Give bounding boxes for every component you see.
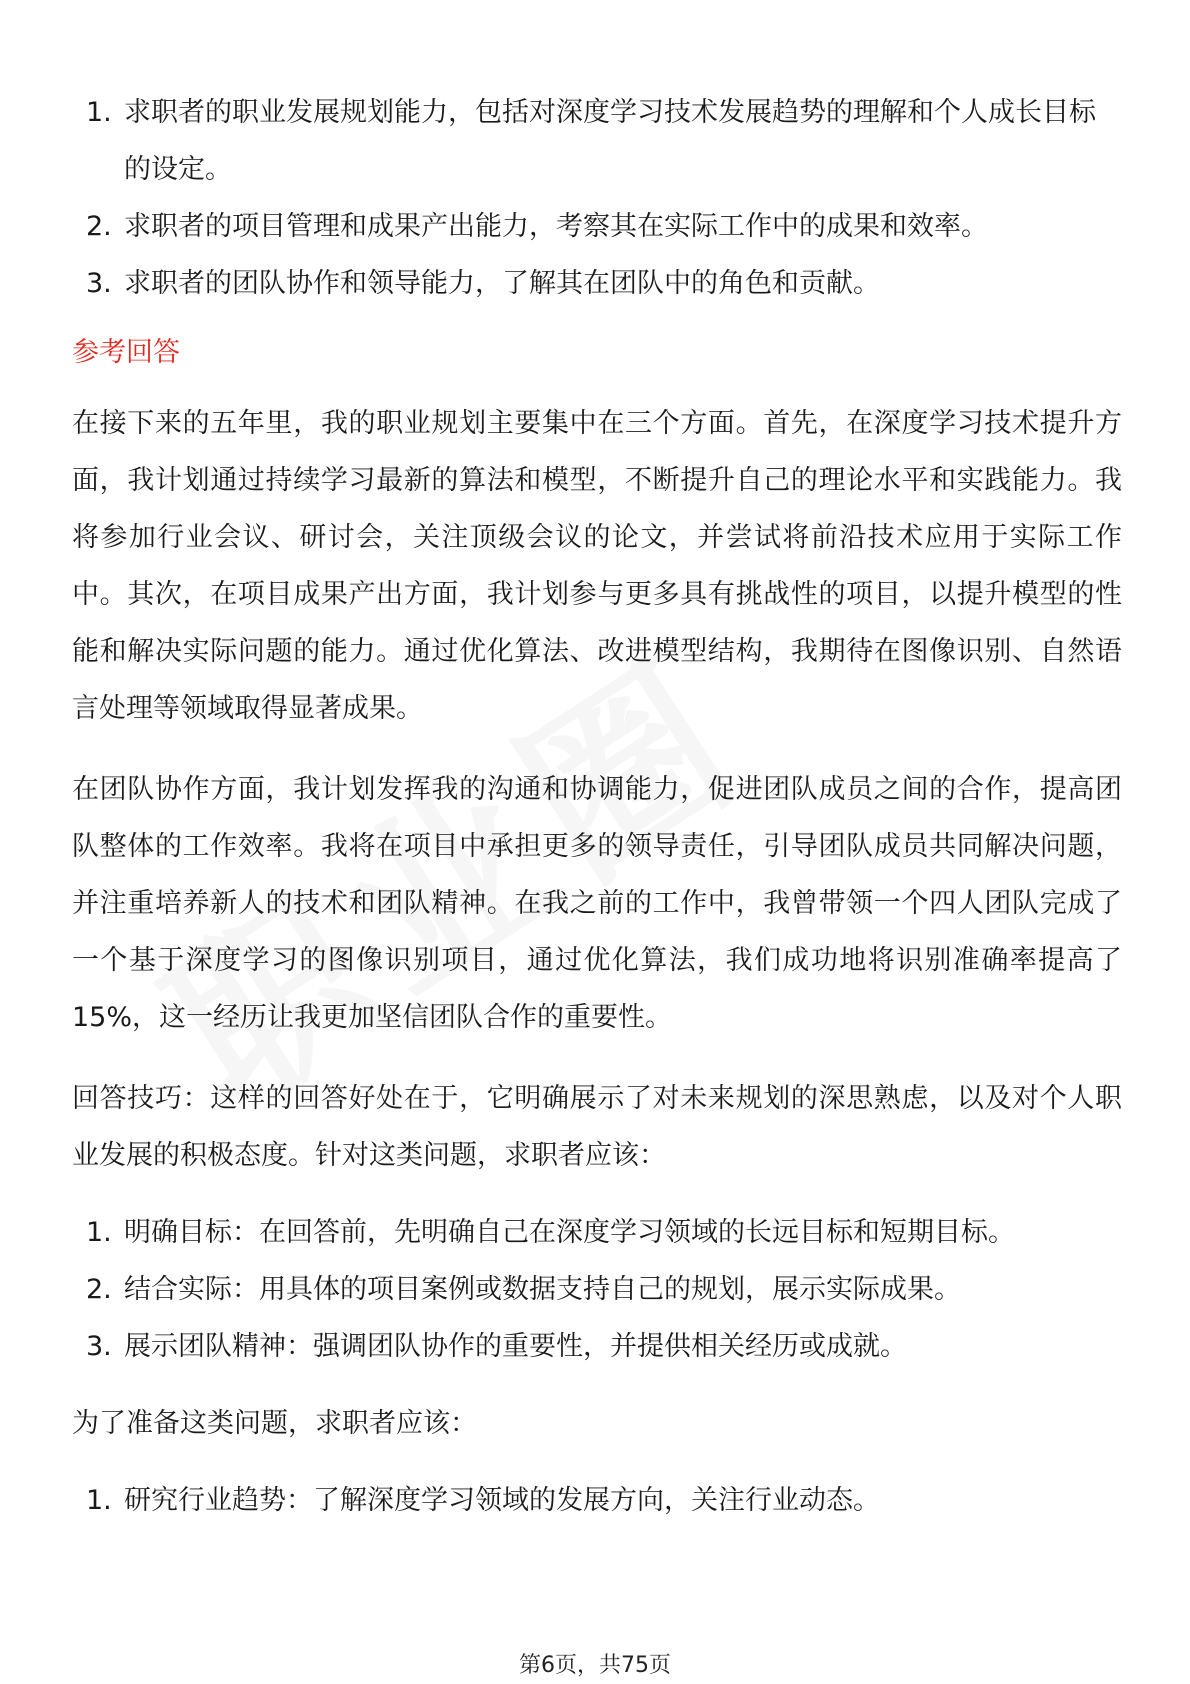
document-page <box>72 84 1122 1529</box>
list-item <box>72 1318 1122 1375</box>
list-item <box>72 198 1122 255</box>
list-item <box>72 255 1122 312</box>
list-number: 2. <box>86 211 112 242</box>
list-item-text: 明确目标：在回答前，先明确自己在深度学习领域的长远目标和短期目标。 <box>124 1217 1015 1248</box>
list-number: 1. <box>86 1485 112 1516</box>
list-item-text: 展示团队精神：强调团队协作的重要性，并提供相关经历或成就。 <box>124 1331 907 1362</box>
list-item <box>72 84 1122 198</box>
tips-list <box>72 1204 1122 1375</box>
list-number: 2. <box>86 1274 112 1305</box>
tips-paragraph: 回答技巧：这样的回答好处在于，它明确展示了对未来规划的深思熟虑，以及对个人职业发展的积极态度。针对这类问题，求职者应该： <box>72 1083 1122 1171</box>
list-item-text: 求职者的项目管理和成果产出能力，考察其在实际工作中的成果和效率。 <box>124 211 988 242</box>
list-item-text: 结合实际：用具体的项目案例或数据支持自己的规划，展示实际成果。 <box>124 1274 961 1305</box>
list-item <box>72 1261 1122 1318</box>
page-number: 第6页，共75页 <box>519 1653 671 1678</box>
list-item-text: 研究行业趋势：了解深度学习领域的发展方向，关注行业动态。 <box>124 1485 880 1516</box>
list-number: 3. <box>86 268 112 299</box>
evaluation-points-list <box>72 84 1122 312</box>
list-item <box>72 1204 1122 1261</box>
list-item <box>72 1472 1122 1529</box>
list-number: 1. <box>86 97 112 128</box>
section-heading: 参考回答 <box>72 337 180 368</box>
list-item-text: 求职者的团队协作和领导能力，了解其在团队中的角色和贡献。 <box>124 268 880 299</box>
answer-paragraph-2: 在团队协作方面，我计划发挥我的沟通和协调能力，促进团队成员之间的合作，提高团队整体的工作效率。我将在项目中承担更多的领导责任，引导团队成员共同解决问题，并注重培养新人的技术和团队精神。在我之前的工作中，我曾带领一个四人团队完成了一个基于深度学习的图像识别项目，通过优化算法，我们成功地将识别准确率提高了15%，这一经历让我更加坚信团队合作的重要性。 <box>72 774 1122 1033</box>
list-number: 1. <box>86 1217 112 1248</box>
list-item-text: 求职者的职业发展规划能力，包括对深度学习技术发展趋势的理解和个人成长目标的设定。 <box>124 97 1096 185</box>
prep-paragraph: 为了准备这类问题，求职者应该： <box>72 1408 477 1439</box>
answer-paragraph-1: 在接下来的五年里，我的职业规划主要集中在三个方面。首先，在深度学习技术提升方面，我计划通过持续学习最新的算法和模型，不断提升自己的理论水平和实践能力。我将参加行业会议、研讨会，关注顶级会议的论文，并尝试将前沿技术应用于实际工作中。其次，在项目成果产出方面，我计划参与更多具有挑战性的项目，以提升模型的性能和解决实际问题的能力。通过优化算法、改进模型结构，我期待在图像识别、自然语言处理等领域取得显著成果。 <box>72 408 1122 724</box>
list-number: 3. <box>86 1331 112 1362</box>
prep-list <box>72 1472 1122 1529</box>
